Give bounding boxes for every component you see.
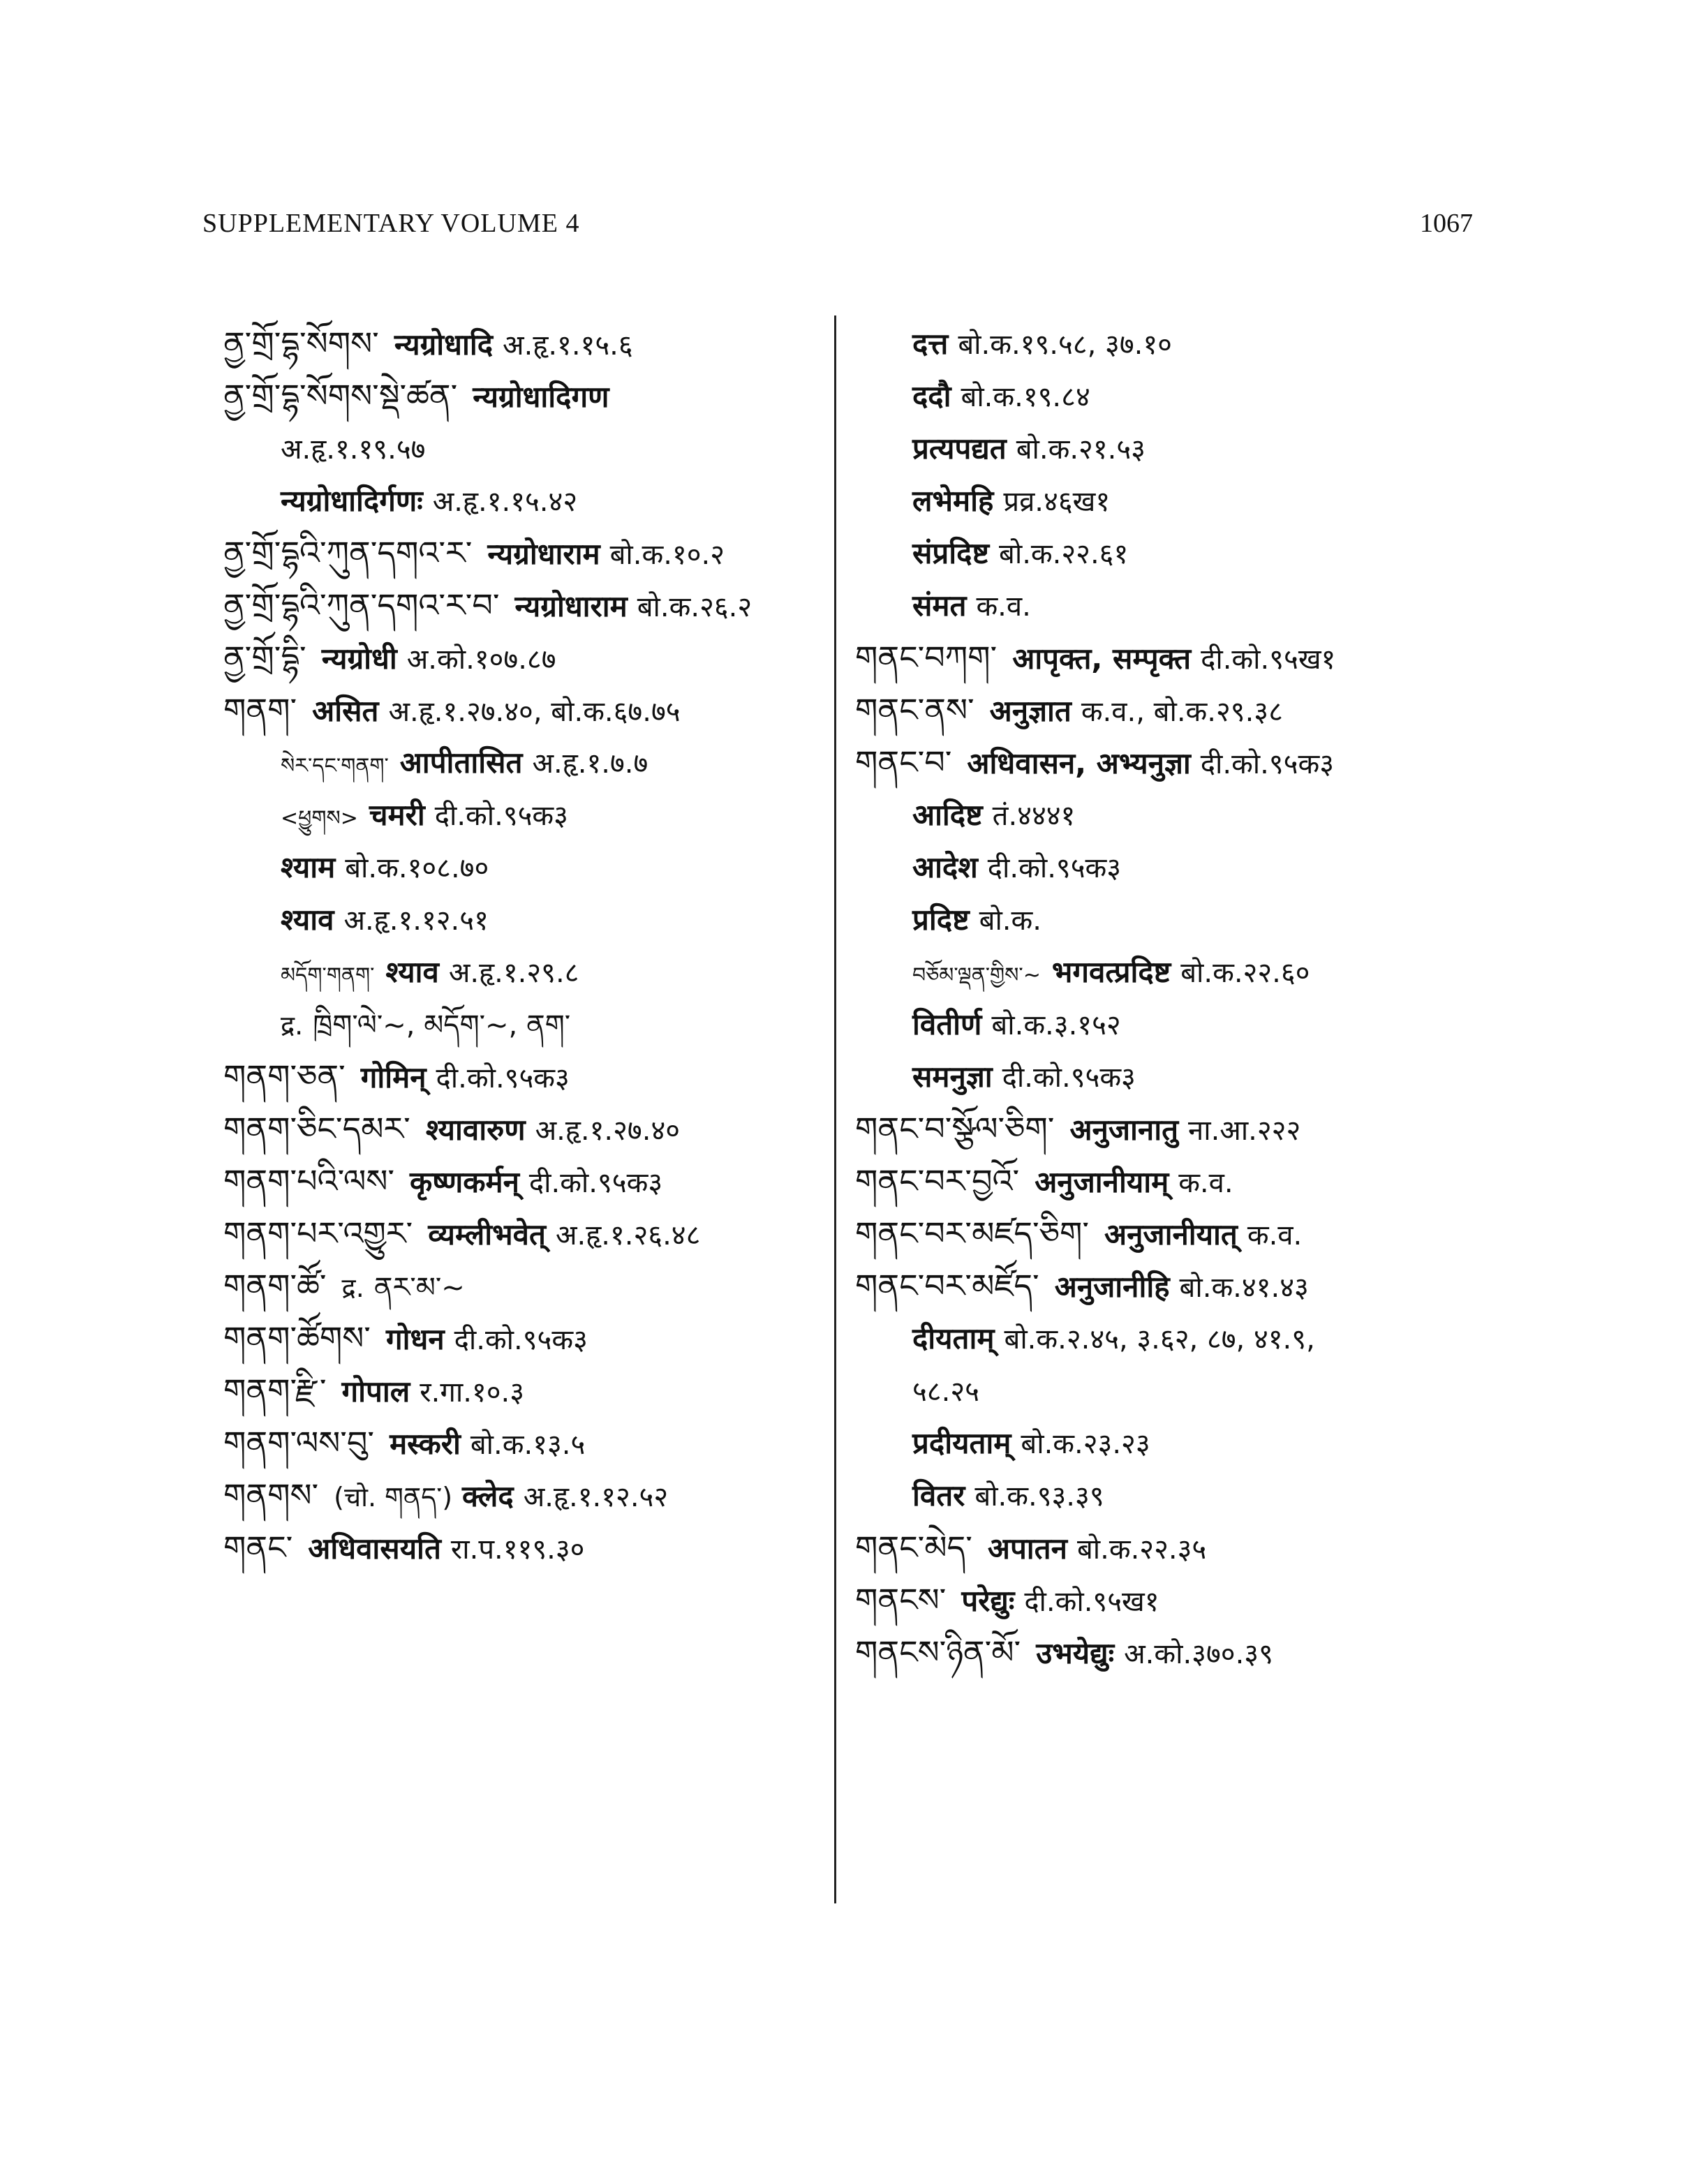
- sanskrit-equivalent: समनुज्ञा: [912, 1060, 993, 1094]
- sanskrit-equivalent: लभेमहि: [912, 484, 994, 518]
- sub-entry: [855, 789, 1483, 841]
- source-reference: बो.क.२६.२: [637, 591, 753, 623]
- page-number: 1067: [1420, 209, 1473, 238]
- sanskrit-equivalent: प्रत्यपद्यत: [912, 431, 1007, 466]
- source-reference: तं.४४४१: [992, 800, 1076, 832]
- source-reference: अ.हृ.१.१२.५१: [343, 905, 489, 937]
- sanskrit-equivalent: अनुज्ञात: [989, 694, 1072, 728]
- sanskrit-equivalent: संमत: [912, 588, 967, 623]
- sanskrit-equivalent: परेद्युः: [961, 1584, 1015, 1618]
- right-column: [855, 318, 1483, 1679]
- tibetan-headword: ནྱ་གྲོ་དྷའི་ཀུན་དགའ་ར་བ་: [223, 586, 500, 624]
- sub-entry: [855, 527, 1483, 579]
- tibetan-headword: གནག་པར་འགྱུར་: [223, 1214, 413, 1252]
- sanskrit-equivalent: भगवत्प्रदिष्ट: [1051, 955, 1171, 989]
- dictionary-entry: [855, 1155, 1483, 1208]
- sanskrit-equivalent: प्रदीयताम्: [912, 1426, 1011, 1460]
- sanskrit-equivalent: ददौ: [912, 379, 951, 413]
- source-reference: बो.क.१०८.७०: [345, 852, 489, 884]
- sanskrit-equivalent: श्याम: [281, 850, 336, 884]
- tibetan-headword: གནག་པའི་ལས་: [223, 1162, 395, 1200]
- sanskrit-equivalent: प्रदिष्ट: [912, 902, 970, 937]
- sanskrit-equivalent: अपातन: [987, 1531, 1067, 1566]
- dictionary-entry: [855, 1260, 1483, 1312]
- tibetan-headword: སེར་དང་གནག་: [281, 754, 389, 778]
- dictionary-entry: [855, 1522, 1483, 1574]
- source-reference: ना.आ.२२२: [1188, 1115, 1301, 1147]
- tibetan-headword: གནང་བཀག་: [855, 639, 998, 676]
- sub-entry: [855, 318, 1483, 370]
- sanskrit-equivalent: गोमिन्: [360, 1060, 427, 1094]
- source-reference: दी.को.९५क३: [1200, 748, 1334, 780]
- source-reference: अ.को.३७०.३९: [1124, 1638, 1273, 1670]
- tibetan-headword: ནྱ་གྲོ་དྷ་སོགས་སྡེ་ཚན་: [223, 377, 458, 415]
- source-reference: दी.को.९५क३: [454, 1324, 588, 1356]
- source-reference: बो.क.२२.६०: [1180, 957, 1310, 989]
- left-column: [223, 318, 824, 1574]
- sanskrit-equivalent: अनुजानीहि: [1054, 1270, 1170, 1304]
- sanskrit-equivalent: दीयताम्: [912, 1321, 995, 1355]
- tibetan-headword: གནང་བར་བྱའོ་: [855, 1162, 1020, 1200]
- sub-entry: [855, 1365, 1483, 1417]
- source-reference: बो.क.१३.५: [470, 1429, 586, 1461]
- tibetan-headword: གནག་ཅན་: [223, 1057, 346, 1095]
- source-reference: बो.क.२२.६१: [999, 538, 1129, 570]
- dictionary-entry: [855, 1103, 1483, 1155]
- source-reference: बो.क.२१.५३: [1016, 433, 1146, 466]
- source-reference: क.व.: [1178, 1167, 1233, 1199]
- sanskrit-equivalent: श्याव: [385, 955, 439, 989]
- source-reference: बो.क.१९.८४: [961, 381, 1090, 413]
- dictionary-entry: [223, 1312, 824, 1365]
- sanskrit-equivalent: आदिष्ट: [912, 798, 983, 832]
- sub-entry: [223, 946, 824, 998]
- sanskrit-equivalent: गोधन: [385, 1322, 445, 1356]
- source-reference: रा.प.११९.३०: [450, 1533, 585, 1566]
- sanskrit-equivalent: न्यग्रोधादि: [394, 327, 494, 362]
- tibetan-headword: ནྱ་གྲོ་དྷ་སོགས་: [223, 325, 379, 362]
- cross-reference-note: द्र.: [281, 1010, 304, 1041]
- source-reference: दी.को.९५क३: [1002, 1062, 1136, 1094]
- sanskrit-equivalent: वितीर्ण: [912, 1007, 982, 1041]
- tibetan-headword: གནང་བ་: [855, 743, 952, 781]
- source-reference: दी.को.९५ख१: [1024, 1586, 1159, 1618]
- sub-entry: [855, 998, 1483, 1050]
- sub-entry: [223, 422, 824, 475]
- source-reference: अ.हृ.१.२६.४८: [555, 1219, 701, 1251]
- sanskrit-equivalent: क्लेद: [462, 1479, 514, 1513]
- source-reference: ५८.२५: [912, 1376, 979, 1408]
- dictionary-entry: [855, 1626, 1483, 1679]
- source-reference: अ.हृ.१.२७.४०: [535, 1115, 681, 1147]
- source-reference: क.व.: [976, 590, 1031, 623]
- source-reference: क.व., बो.क.२९.३८: [1081, 696, 1283, 728]
- sanskrit-equivalent: कृष्णकर्मन्: [410, 1165, 519, 1199]
- tibetan-headword: གནག་རྫི་: [223, 1372, 327, 1409]
- source-reference: दी.को.९५ख१: [1201, 644, 1336, 676]
- source-reference: अ.हृ.१.१२.५२: [523, 1481, 669, 1513]
- tibetan-headword: གནང་བར་མཛོད་: [855, 1267, 1039, 1305]
- sanskrit-equivalent: आदेश: [912, 850, 978, 884]
- dictionary-entry: [855, 1208, 1483, 1260]
- source-reference: अ.हृ.१.१५.४२: [432, 486, 578, 518]
- dictionary-entry: [223, 318, 824, 370]
- tibetan-headword: གནང་ནས་: [855, 691, 974, 729]
- tibetan-headword: གནང་བ་སྩོལ་ཅིག་: [855, 1110, 1055, 1147]
- sub-entry: [855, 893, 1483, 946]
- source-reference: अ.हृ.१.२७.४०, बो.क.६७.७५: [388, 696, 681, 728]
- dictionary-entry: [223, 632, 824, 684]
- tibetan-headword: གནང་: [223, 1529, 293, 1566]
- dictionary-entry: [855, 632, 1483, 684]
- source-reference: बो.क.२२.३५: [1076, 1533, 1207, 1566]
- tibetan-headword: གནག་ལས་བུ་: [223, 1424, 375, 1462]
- sanskrit-equivalent: आपृक्त, सम्पृक्त: [1012, 641, 1192, 676]
- dictionary-entry: [223, 1365, 824, 1417]
- dictionary-entry: [855, 1574, 1483, 1626]
- sanskrit-equivalent: न्यग्रोधादिगण: [473, 380, 609, 414]
- column-divider: [834, 315, 836, 1903]
- source-reference: ཁྲིག་ལེ་~, མདོག་~, ནག་: [313, 1009, 571, 1041]
- sub-entry: [223, 998, 824, 1050]
- sanskrit-equivalent: श्यावारुण: [425, 1113, 526, 1147]
- tibetan-headword: གནང་བར་མཛད་ཅིག་: [855, 1214, 1090, 1252]
- sanskrit-equivalent: श्याव: [281, 902, 334, 937]
- source-reference: बो.क.: [979, 905, 1042, 937]
- cross-reference-note: (चो. གནད་): [334, 1482, 453, 1513]
- dictionary-entry: [223, 1260, 824, 1312]
- sub-entry: [855, 422, 1483, 475]
- source-reference: अ.को.१०७.८७: [406, 644, 556, 676]
- tibetan-headword: གནག་ཚོགས་: [223, 1319, 371, 1357]
- sub-entry: [223, 475, 824, 527]
- dictionary-entry: [223, 579, 824, 632]
- sub-entry: [855, 1312, 1483, 1365]
- source-reference: दी.को.९५क३: [528, 1167, 663, 1199]
- source-reference: बो.क.९३.३९: [974, 1480, 1104, 1513]
- dictionary-entry: [223, 1417, 824, 1469]
- sanskrit-equivalent: न्यग्रोधाराम: [514, 589, 628, 623]
- sub-entry: [223, 736, 824, 789]
- tibetan-headword: མདོག་གནག་: [281, 963, 375, 988]
- source-reference: प्रव्र.४६ख१: [1003, 486, 1111, 518]
- sanskrit-equivalent: वितर: [912, 1478, 965, 1513]
- sub-entry: [855, 1417, 1483, 1469]
- source-reference: ནར་མ་~: [373, 1272, 465, 1304]
- sanskrit-equivalent: गोपाल: [341, 1374, 410, 1409]
- sub-entry: [223, 789, 824, 841]
- sub-entry: [223, 841, 824, 893]
- dictionary-entry: [223, 1050, 824, 1103]
- source-reference: बो.क.२.४५, ३.६२, ८७, ४१.९,: [1004, 1323, 1315, 1355]
- source-reference: दी.को.९५क३: [434, 800, 568, 832]
- source-reference: अ.हृ.१.१९.५७: [281, 433, 426, 466]
- sub-entry: [855, 579, 1483, 632]
- source-reference: बो.क.२३.२३: [1021, 1428, 1150, 1460]
- dictionary-entry: [223, 1103, 824, 1155]
- sub-entry: [855, 475, 1483, 527]
- dictionary-entry: [223, 1469, 824, 1522]
- sanskrit-equivalent: अधिवासन, अभ्यनुज्ञा: [967, 746, 1191, 780]
- sanskrit-equivalent: अनुजानीयात्: [1104, 1217, 1238, 1251]
- source-reference: बो.क.१०.२: [609, 539, 725, 571]
- sub-entry: [855, 1469, 1483, 1522]
- source-reference: बो.क.३.१५२: [991, 1009, 1121, 1041]
- tibetan-headword: ནྱ་གྲོ་དྷའི་ཀུན་དགའ་ར་: [223, 534, 473, 572]
- page-header: [202, 208, 1473, 250]
- tibetan-headword: གནངས་ཉིན་མོ་: [855, 1633, 1021, 1671]
- sanskrit-equivalent: न्यग्रोधादिर्गणः: [281, 484, 423, 518]
- sub-entry: [855, 841, 1483, 893]
- sanskrit-equivalent: अनुजानातु: [1069, 1113, 1179, 1147]
- tibetan-headword: གནག་ཅིང་དམར་: [223, 1110, 410, 1147]
- sanskrit-equivalent: व्यम्लीभवेत्: [428, 1217, 546, 1251]
- tibetan-headword: གནངས་: [855, 1581, 947, 1619]
- dictionary-entry: [223, 370, 824, 422]
- dictionary-entry: [223, 1522, 824, 1574]
- dictionary-entry: [855, 684, 1483, 736]
- running-head: SUPPLEMENTARY VOLUME 4: [202, 209, 580, 238]
- source-reference: क.व.: [1247, 1219, 1303, 1251]
- sanskrit-equivalent: मस्करी: [390, 1427, 461, 1461]
- source-reference: अ.हृ.१.७.७: [532, 748, 648, 780]
- sanskrit-equivalent: चमरी: [369, 798, 425, 832]
- sub-entry: [223, 893, 824, 946]
- sub-entry: [855, 946, 1483, 998]
- dictionary-entry: [223, 1155, 824, 1208]
- tibetan-headword: ནྱ་གྲོ་དྷི་: [223, 639, 306, 676]
- sub-entry: [855, 1050, 1483, 1103]
- sanskrit-equivalent: असित: [312, 694, 379, 728]
- source-reference: र.गा.१०.३: [420, 1376, 525, 1409]
- sanskrit-equivalent: उभयेद्युः: [1036, 1636, 1115, 1670]
- source-reference: दी.को.९५क३: [987, 852, 1122, 884]
- sanskrit-equivalent: न्यग्रोधी: [321, 641, 397, 676]
- sanskrit-equivalent: दत्त: [912, 327, 949, 361]
- tibetan-headword: <ཕྱུགས>: [281, 806, 358, 831]
- dictionary-entry: [855, 736, 1483, 789]
- dictionary-entry: [223, 1208, 824, 1260]
- sanskrit-equivalent: आपीतासित: [399, 745, 523, 780]
- source-reference: अ.हृ.१.१५.६: [503, 329, 633, 362]
- tibetan-headword: བཅོམ་ལྡན་གྱིས་~: [912, 963, 1041, 988]
- sanskrit-equivalent: अनुजानीयाम्: [1035, 1165, 1169, 1199]
- cross-reference-note: द्र.: [341, 1272, 364, 1303]
- sanskrit-equivalent: संप्रदिष्ट: [912, 536, 989, 570]
- source-reference: बो.क.४१.४३: [1179, 1272, 1309, 1304]
- sub-entry: [855, 370, 1483, 422]
- tibetan-headword: གནག་: [223, 691, 297, 729]
- source-reference: अ.हृ.१.२९.८: [448, 957, 579, 989]
- source-reference: दी.को.९५क३: [436, 1062, 570, 1094]
- source-reference: बो.क.१९.५८, ३७.१०: [958, 329, 1172, 361]
- dictionary-entry: [223, 527, 824, 579]
- dictionary-entry: [223, 684, 824, 736]
- tibetan-headword: གནང་མེད་: [855, 1529, 972, 1566]
- tibetan-headword: གནགས་: [223, 1476, 319, 1514]
- tibetan-headword: གནག་ཚོ་: [223, 1267, 327, 1305]
- sanskrit-equivalent: न्यग्रोधाराम: [487, 537, 600, 571]
- sanskrit-equivalent: अधिवासयति: [308, 1531, 441, 1566]
